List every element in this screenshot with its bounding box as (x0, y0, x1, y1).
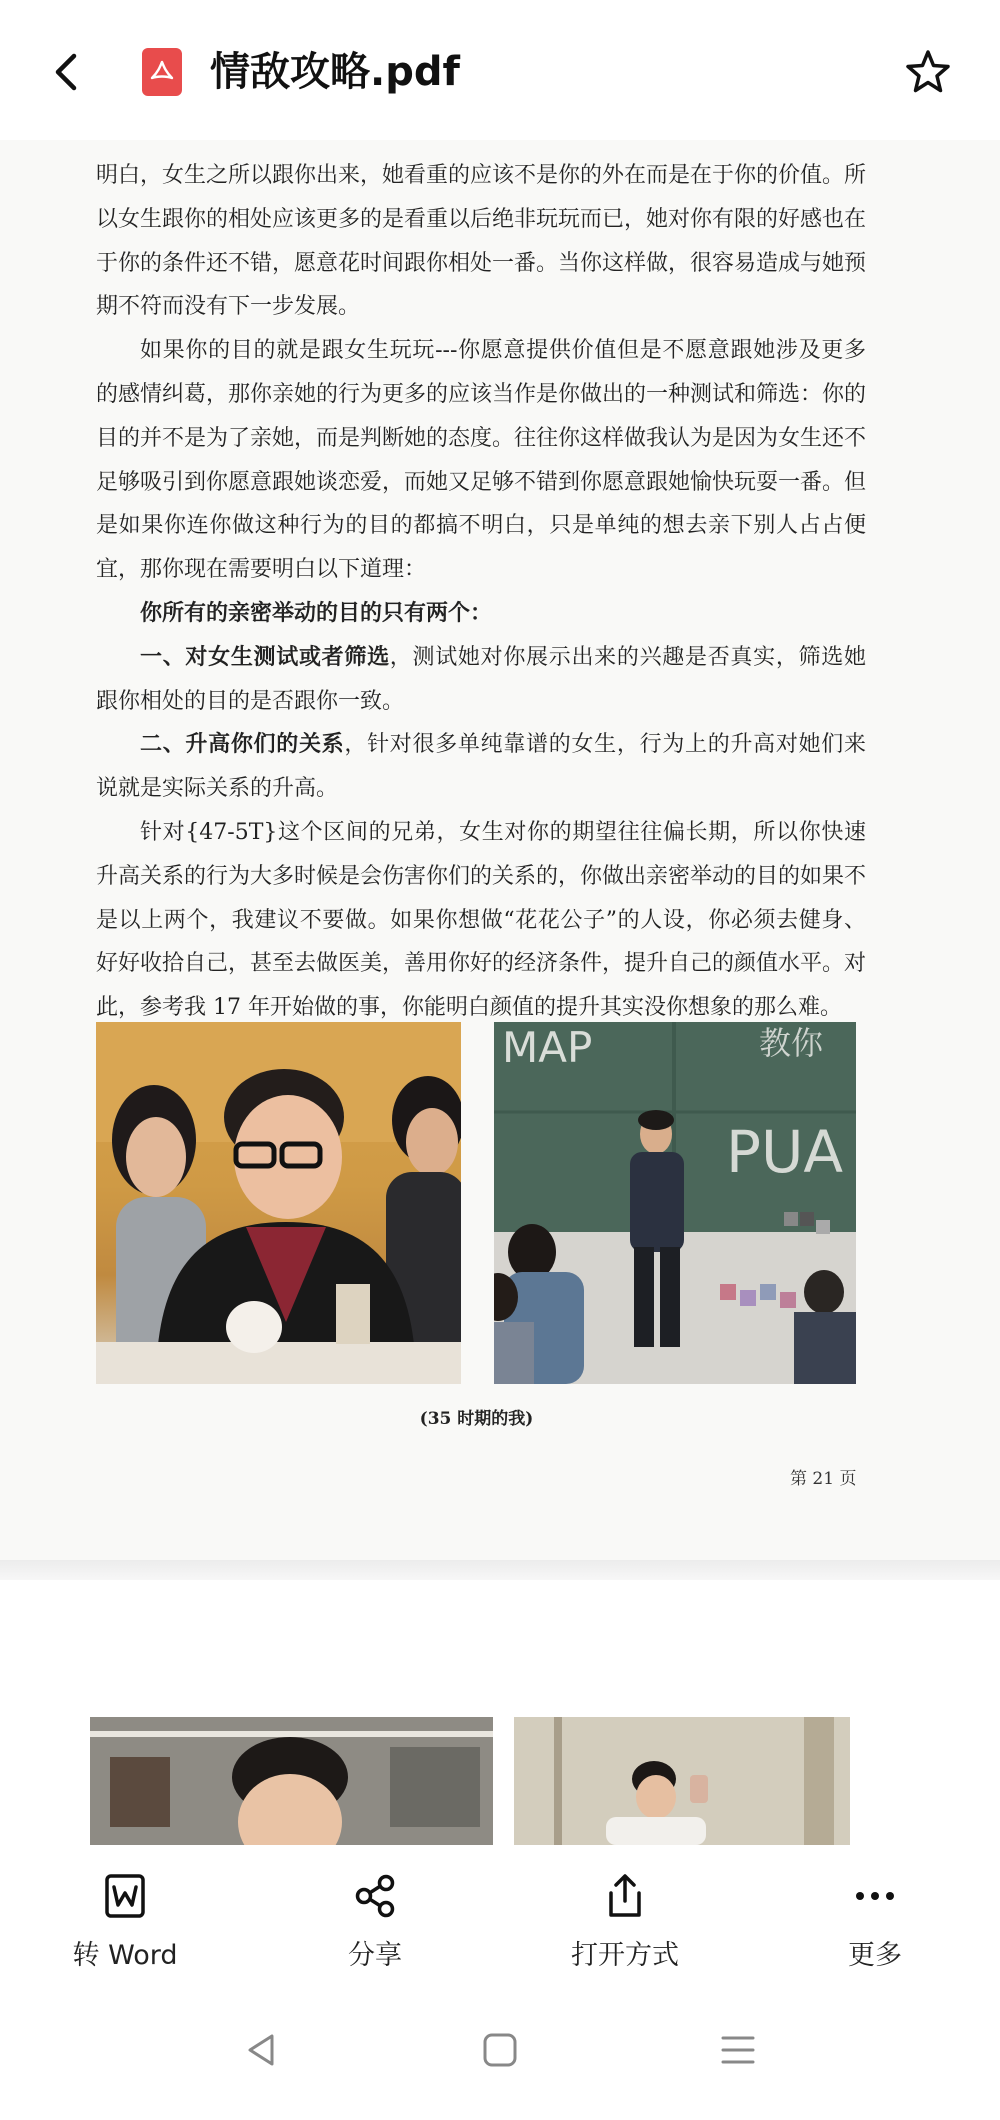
top-bar (0, 0, 1000, 140)
word-convert-icon (100, 1871, 150, 1921)
back-button[interactable] (40, 42, 90, 102)
nav-home-icon (480, 2030, 520, 2070)
open-with-button[interactable] (535, 1845, 715, 1980)
share-label: 分享 (348, 1940, 402, 1971)
paragraph: 如果你的目的就是跟女生玩玩---你愿意提供价值但是不愿意跟她涉及更多的感情纠葛，那你亲她的行为更多的应该当作是你做出的一种测试和筛选：你的目的并不是为了亲她，而是判断她的态度。往往你这样做我认为是因为女生还不足够吸引到你愿意跟她谈恋爱，而她又足够不错到你愿意跟她愉快玩耍一番。但是如果你连你做这种行为的目的都搞不明白，只是单纯的想去亲下别人占占便宜，那你现在需要明白以下道理： (96, 338, 867, 583)
open-with-icon (600, 1871, 650, 1921)
system-nav-bar (0, 1980, 1000, 2120)
pdf-file-icon (142, 48, 182, 96)
nav-home-button[interactable] (470, 2020, 530, 2080)
bottom-toolbar (0, 1845, 1000, 1980)
page-number: 第 21 页 (790, 1469, 857, 1489)
favorite-button[interactable] (900, 44, 956, 100)
more-icon (850, 1871, 900, 1921)
star-icon (904, 48, 952, 96)
pdf-page-next[interactable] (0, 1580, 1000, 1845)
nav-menu-button[interactable] (708, 2020, 768, 2080)
paragraph: 明白，女生之所以跟你出来，她看重的应该不是你的外在而是在于你的价值。所以女生跟你的相处应该更多的是看重以后绝非玩玩而已，她对你有限的好感也在于你的条件还不错，愿意花时间跟你相处一番。当你这样做，很容易造成与她预期不符而没有下一步发展。 (96, 163, 867, 320)
photo-group-seated (96, 1022, 461, 1384)
paragraph-heading: 你所有的亲密举动的目的只有两个： (140, 599, 493, 626)
page-text (96, 154, 866, 1030)
paragraph: 二、升高你们的关系，针对很多单纯靠谱的女生，行为上的升高对她们来说就是实际关系的升高。 (96, 731, 866, 802)
svg-text:PUA: PUA (726, 1118, 844, 1186)
nav-menu-icon (718, 2030, 758, 2070)
more-label: 更多 (848, 1940, 902, 1971)
paragraph: 针对{47-5T}这个区间的兄弟，女生对你的期望往往偏长期，所以你快速升高关系的行为大多时候是会伤害你们的关系的，你做出亲密举动的目的如果不是以上两个，我建议不要做。如果你想做“花花公子”的人设，你必须去健身、好好收拾自己，甚至去做医美，善用你好的经济条件，提升自己的颜值水平。对此，参考我 17 年开始做的事，你能明白颜值的提升其实没你想象的那么难。 (96, 819, 867, 1021)
photo-selfie-shelf (90, 1717, 493, 1845)
photo-caption: (35 时期的我) (419, 1409, 534, 1429)
share-button[interactable] (285, 1845, 465, 1980)
pdf-page[interactable] (0, 140, 1000, 1560)
nav-back-icon (242, 2030, 282, 2070)
svg-text:教你: 教你 (759, 1024, 824, 1062)
photo-mirror-selfie (514, 1717, 850, 1845)
document-title: 情敌攻略.pdf (210, 49, 460, 95)
more-button[interactable] (785, 1845, 965, 1980)
svg-text:MAP: MAP (502, 1023, 593, 1072)
convert-word-label: 转 Word (72, 1940, 178, 1971)
share-icon (350, 1871, 400, 1921)
paragraph: 一、对女生测试或者筛选，测试她对你展示出来的兴趣是否真实，筛选她跟你相处的目的是否跟你一致。 (96, 643, 866, 714)
page-separator (0, 1560, 1000, 1580)
nav-back-button[interactable] (232, 2020, 292, 2080)
convert-word-button[interactable] (35, 1845, 215, 1980)
open-with-label: 打开方式 (571, 1940, 679, 1971)
photo-lecture (494, 1022, 856, 1384)
back-arrow-icon (50, 52, 80, 92)
